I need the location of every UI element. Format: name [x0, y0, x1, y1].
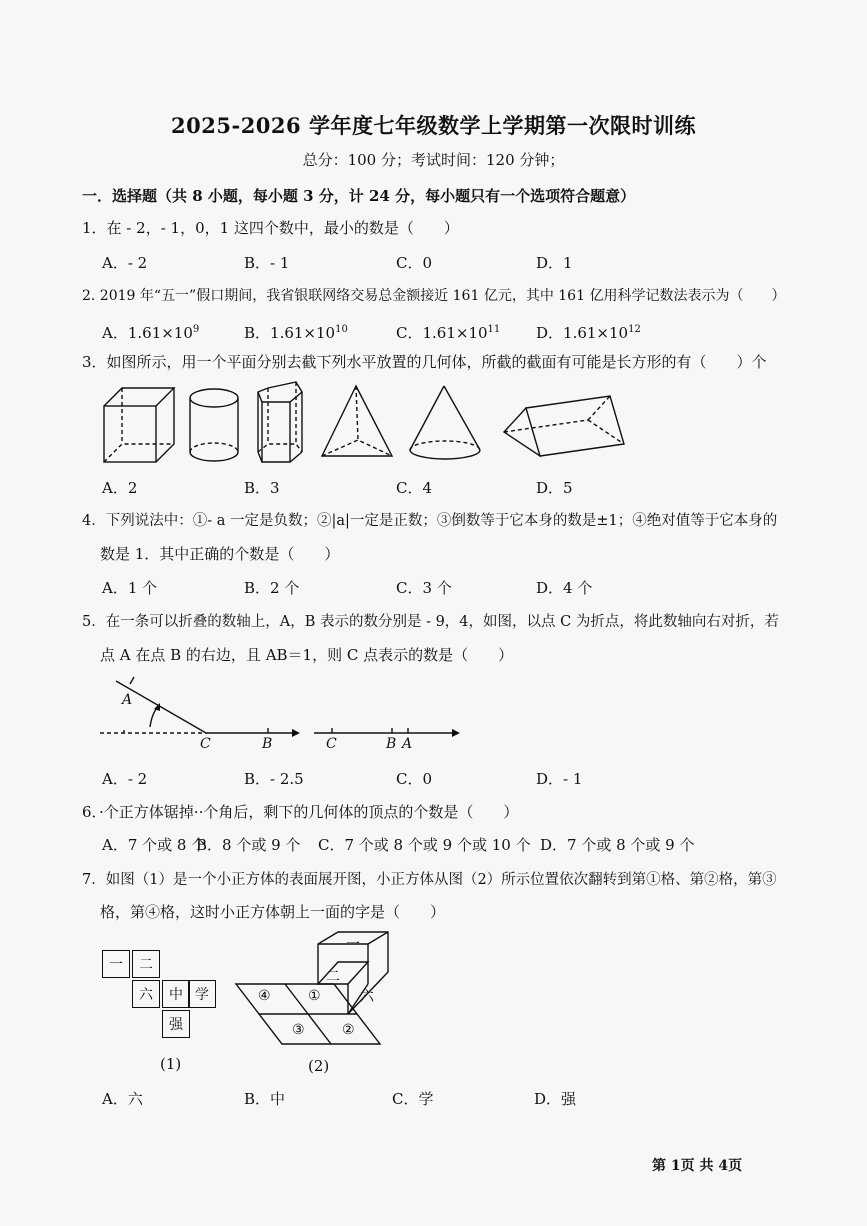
q7-stem-line2: 格，第④格，这时小正方体朝上一面的字是（ ）	[100, 903, 446, 921]
q7-stem-line1: 7．如图（1）是一个小正方体的表面展开图，小正方体从图（2）所示位置依次翻转到第①格、第②格，第③	[82, 872, 777, 888]
q4-option-a: A．1 个	[102, 579, 158, 597]
q1-option-d: D．1	[536, 254, 573, 272]
q1-option-c: C．0	[396, 254, 433, 272]
triangular-prism-shape	[504, 396, 624, 456]
q7-option-a: A．六	[102, 1090, 143, 1108]
q1-option-b: B．- 1	[244, 254, 290, 272]
q6-stem: 6．·个正方体锯掉··个角后，剩下的几何体的顶点的个数是（ ）	[82, 803, 519, 821]
cube-front-face: 二	[326, 969, 340, 985]
cube-shape	[104, 388, 174, 462]
q3-stem: 3．如图所示，用一个平面分别去截下列水平放置的几何体，所截的截面有可能是长方形的有（ ）个	[82, 353, 767, 371]
q6-option-d: D．7 个或 8 个或 9 个	[540, 836, 695, 854]
q1-option-a: A．- 2	[102, 254, 148, 272]
cone-shape	[410, 386, 480, 459]
q3-option-d: D．5	[536, 479, 573, 497]
q2-option-c: C．$1.61\times 10^{11}$	[396, 324, 501, 342]
fig-label-b-right: B	[386, 736, 397, 752]
grid-cell-4: ④	[258, 988, 271, 1004]
fig-label-a-right: A	[402, 736, 413, 752]
hexagonal-prism-shape	[258, 382, 302, 462]
q6-option-a: A．7 个或 8 个	[102, 836, 207, 854]
q5-option-b: B．- 2.5	[244, 770, 304, 788]
q5-stem-line1: 5．在一条可以折叠的数轴上，A，B 表示的数分别是 - 9，4，如图，以点 C 为折点，将此数轴向右对折，若	[82, 614, 779, 630]
cylinder-shape	[190, 389, 238, 461]
q5-option-d: D．- 1	[536, 770, 583, 788]
cube-side-face: 六	[360, 989, 374, 1005]
fig-label-c-left: C	[200, 736, 211, 752]
fig1-caption: (1)	[160, 1055, 182, 1073]
page-footer: 第 1页 共 4页	[652, 1158, 743, 1174]
page-title: 2025-2026 学年度七年级数学上学期第一次限时训练	[171, 113, 696, 138]
q2-option-d: D．$1.61\times 10^{12}$	[536, 324, 641, 342]
fig2-caption: (2)	[308, 1057, 330, 1075]
q6-option-c: C．7 个或 8 个或 9 个或 10 个	[318, 836, 531, 854]
q2-option-a: A．$1.61\times 10^9$	[102, 324, 200, 342]
net-cell-2: 二	[132, 950, 160, 978]
net-cell-4: 中	[162, 980, 190, 1008]
q4-stem-line1: 4．下列说法中：①- a 一定是负数；②|a|一定是正数；③倒数等于它本身的数是±1；④绝对值等于它本身的	[82, 513, 778, 529]
net-cell-6: 强	[162, 1010, 190, 1038]
net-cell-1: 一	[102, 950, 130, 978]
q3-option-c: C．4	[396, 479, 433, 497]
net-cell-3: 六	[132, 980, 160, 1008]
q4-stem-line2: 数是 1．其中正确的个数是（ ）	[100, 545, 340, 563]
q7-option-c: C．学	[392, 1090, 434, 1108]
exam-info: 总分：100 分；考试时间：120 分钟；	[302, 151, 565, 169]
grid-cell-2: ②	[342, 1022, 355, 1038]
grid-cell-1: ①	[308, 988, 321, 1004]
fig-label-a-left: A	[122, 692, 133, 708]
net-cell-5: 学	[188, 980, 216, 1008]
q6-option-b: B．8 个或 9 个	[196, 836, 301, 854]
triangular-pyramid-shape	[322, 386, 392, 456]
grid-cell-3: ③	[292, 1022, 305, 1038]
fig-label-c-right: C	[326, 736, 337, 752]
cube-top-face: 一	[346, 937, 360, 953]
fig-label-b-left: B	[262, 736, 273, 752]
q3-solids-figure	[96, 378, 736, 468]
q7-option-d: D．强	[534, 1090, 577, 1108]
q2-stem: 2. 2019 年“五一”假口期间，我省银联网络交易总金额接近 161 亿元，其中 161 亿用科学记数法表示为（ ）	[82, 288, 786, 304]
q1-stem: 1．在 - 2，- 1，0，1 这四个数中，最小的数是（ ）	[82, 219, 459, 237]
q4-option-d: D．4 个	[536, 579, 593, 597]
q5-stem-line2: 点 A 在点 B 的右边，且 AB＝1，则 C 点表示的数是（ ）	[100, 646, 514, 664]
section-heading: 一．选择题（共 8 小题，每小题 3 分，计 24 分，每小题只有一个选项符合题意）	[82, 187, 636, 205]
q3-option-a: A．2	[102, 479, 138, 497]
q4-option-c: C．3 个	[396, 579, 452, 597]
q5-option-a: A．- 2	[102, 770, 148, 788]
q7-option-b: B．中	[244, 1090, 286, 1108]
q5-option-c: C．0	[396, 770, 433, 788]
q3-option-b: B．3	[244, 479, 280, 497]
q2-option-b: B．$1.61\times 10^{10}$	[244, 324, 348, 342]
q4-option-b: B．2 个	[244, 579, 300, 597]
